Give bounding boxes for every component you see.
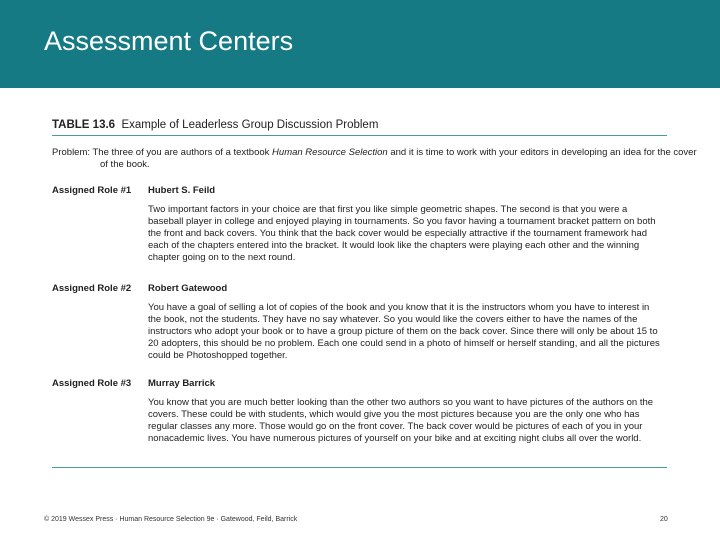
role-label-3: Assigned Role #3 <box>52 378 132 389</box>
role-label-2: Assigned Role #2 <box>52 283 132 294</box>
problem-text-pre: The three of you are authors of a textbook <box>92 147 273 158</box>
table-number: TABLE 13.6 <box>52 119 116 131</box>
slide-header <box>0 0 720 88</box>
slide-title: Assessment Centers <box>44 26 294 56</box>
problem-statement <box>52 147 700 171</box>
role-name-3: Murray Barrick <box>148 378 216 389</box>
role-text-1: Two important factors in your choice are that first you like simple geometric shapes. The second is that you were a baseball player in college and enjoyed playing in tournaments. So you favor having a tournament bracket pattern on both the front and back covers. You think that the back cover would be especially attractive if the tournament framework had each of the chapters entered into the bracket. It would look like the chapters were playing each other and the winning chapter going on to the next round. <box>148 204 656 264</box>
top-rule <box>52 135 667 136</box>
problem-book-title: Human Resource Selection <box>272 147 388 158</box>
table-caption <box>52 119 378 131</box>
role-label-1: Assigned Role #1 <box>52 185 132 196</box>
page-number: 20 <box>660 516 668 523</box>
role-name-2: Robert Gatewood <box>148 283 228 294</box>
problem-text-post: and it is time to work with your editors in developing an idea for the cover of the book. <box>100 147 697 171</box>
role-name-1: Hubert S. Feild <box>148 185 216 196</box>
table-caption-text: Example of Leaderless Group Discussion Problem <box>121 119 379 131</box>
problem-label: Problem: <box>52 147 91 158</box>
role-text-3: You know that you are much better looking than the other two authors so you want to have pictures of the authors on the covers. These could be with students, which would give you the most pictures because you are the only one who has regular classes any more. Those would go on the front cover. The back cover would be pictures of each of you in your nonacademic lives. You have numerous pictures of yourself on your bike and at exciting night clubs all over the world. <box>148 397 654 445</box>
footer-copyright: © 2019 Wessex Press · Human Resource Selection 9e · Gatewood, Feild, Barrick <box>44 516 298 523</box>
bottom-rule <box>52 467 667 468</box>
role-text-2: You have a goal of selling a lot of copies of the book and you know that it is the instructors whom you have to interest in the book, not the students. They have no say whatever. So you would like the covers either to have the names of the instructors who adopt your book or to have a group picture of them on the back cover. Since there will only be about 15 to 20 adopters, this should be no problem. Each one could send in a photo of himself or herself standing, and all the pictures could be Photoshopped together. <box>148 302 660 362</box>
